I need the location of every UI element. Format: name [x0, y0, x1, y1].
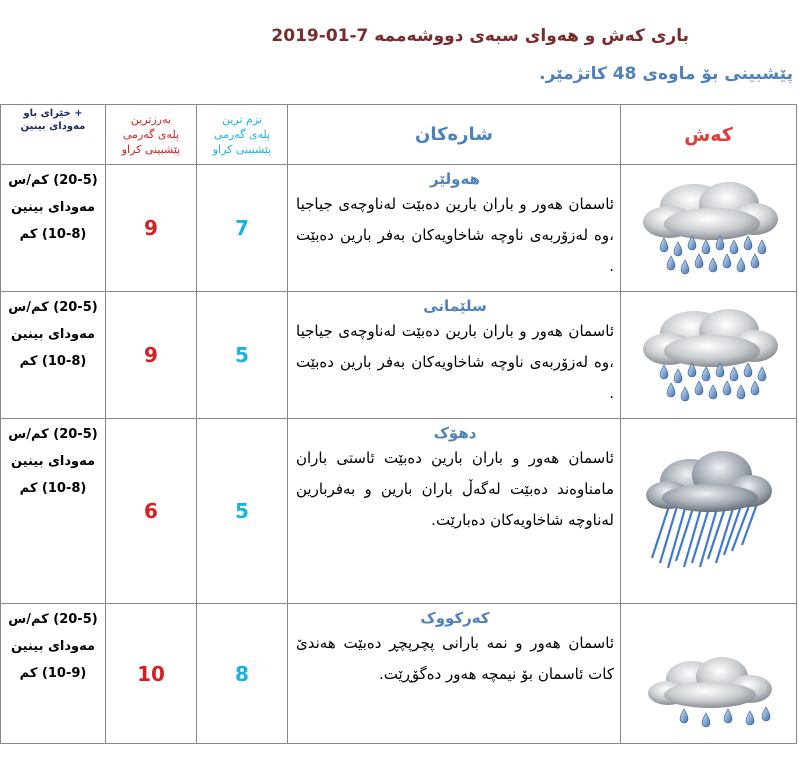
heavy-rain-cloud-icon	[630, 433, 788, 585]
max-temp: 6	[106, 419, 197, 604]
min-temp: 5	[197, 292, 288, 419]
city-cell	[288, 165, 621, 292]
forecast-subtitle: پێشبینی بۆ ماوەی 48 کاتژمێر.	[539, 64, 793, 84]
max-temp: 9	[106, 165, 197, 292]
table-row	[1, 292, 797, 419]
city-cell	[288, 604, 621, 744]
min-temp: 8	[197, 604, 288, 744]
table-row	[1, 604, 797, 744]
wind-visibility-header: خێرای باو + مەودای بینین	[1, 105, 106, 165]
rain-cloud-icon	[634, 301, 784, 406]
weather-icon-cell	[621, 165, 797, 292]
weather-icon-cell	[621, 604, 797, 744]
cities-header: شارەکان	[288, 105, 621, 165]
table-row	[1, 419, 797, 604]
city-name: هەولێر	[430, 170, 480, 188]
city-name: سلێمانی	[423, 297, 487, 315]
forecast-description: ئاسمان هەور و نمە بارانی پچرپچڕ دەبێت هەندێ کات ئاسمان بۆ نیمچە هەور دەگۆڕێت.	[296, 634, 614, 683]
wind-cell: (20-5) کم/س مەودای بینین (10-8) کم	[1, 292, 106, 419]
forecast-description: ئاسمان هەور و باران بارین دەبێت ئاستی باران مامناوەند دەبێت لەگەڵ باران بارین و بەفربارین لەناوچە شاخاویەکان دەبارێت.	[296, 449, 614, 529]
weather-header: کەش	[621, 105, 797, 165]
max-temp-header: بەرزترین پلەی گەرمی پێشبینی کراو	[106, 105, 197, 165]
min-temp: 5	[197, 419, 288, 604]
weather-icon-cell	[621, 419, 797, 604]
forecast-description: ئاسمان هەور و باران بارین دەبێت لەناوچەی جیاجیا ،وە لەزۆربەی ناوچە شاخاویەکان بەفر بارین دەبێت .	[296, 195, 614, 275]
max-temp: 10	[106, 604, 197, 744]
rain-cloud-icon	[634, 174, 784, 279]
table-row	[1, 165, 797, 292]
city-name: کەرکووک	[420, 609, 490, 627]
header-row	[1, 105, 797, 165]
wind-cell: (20-5) کم/س مەودای بینین (10-9) کم	[1, 604, 106, 744]
max-temp: 9	[106, 292, 197, 419]
weather-icon-cell	[621, 292, 797, 419]
min-temp-header: نزم ترین پلەی گەرمی پێشبینی کراو	[197, 105, 288, 165]
light-rain-cloud-icon	[634, 649, 784, 739]
forecast-table	[0, 104, 797, 744]
city-cell	[288, 292, 621, 419]
page-title: باری کەش و هەوای سبەی دووشەممە 7-01-2019	[271, 26, 689, 46]
city-cell	[288, 419, 621, 604]
min-temp: 7	[197, 165, 288, 292]
wind-cell: (20-5) کم/س مەودای بینین (10-8) کم	[1, 165, 106, 292]
city-name: دهۆک	[433, 424, 477, 442]
forecast-description: ئاسمان هەور و باران بارین دەبێت لەناوچەی جیاجیا ،وە لەزۆربەی ناوچە شاخاویەکان بەفر بارین دەبێت .	[296, 322, 614, 402]
wind-cell: (20-5) کم/س مەودای بینین (10-8) کم	[1, 419, 106, 604]
